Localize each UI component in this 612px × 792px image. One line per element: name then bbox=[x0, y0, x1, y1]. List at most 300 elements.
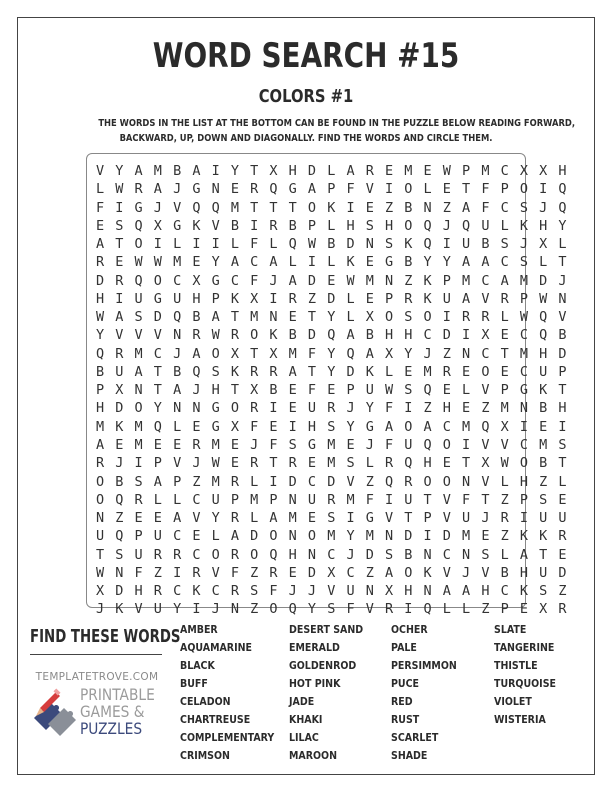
grid-letter[interactable]: Z bbox=[481, 601, 490, 618]
grid-letter[interactable]: I bbox=[134, 455, 143, 472]
grid-letter[interactable]: G bbox=[519, 382, 528, 399]
grid-letter[interactable]: L bbox=[153, 491, 162, 508]
grid-letter[interactable]: T bbox=[115, 236, 124, 253]
grid-letter[interactable]: U bbox=[462, 510, 471, 527]
grid-letter[interactable]: A bbox=[153, 473, 162, 490]
grid-letter[interactable]: E bbox=[288, 564, 297, 581]
grid-letter[interactable]: K bbox=[519, 583, 528, 600]
grid-letter[interactable]: A bbox=[153, 181, 162, 198]
grid-letter[interactable]: M bbox=[230, 199, 239, 216]
grid-letter[interactable]: A bbox=[211, 309, 220, 326]
grid-letter[interactable]: M bbox=[327, 528, 336, 545]
grid-letter[interactable]: U bbox=[462, 236, 471, 253]
grid-letter[interactable]: O bbox=[423, 309, 432, 326]
grid-letter[interactable]: O bbox=[423, 473, 432, 490]
grid-letter[interactable]: E bbox=[442, 382, 451, 399]
grid-letter[interactable]: X bbox=[539, 236, 548, 253]
grid-letter[interactable]: T bbox=[539, 546, 548, 563]
grid-letter[interactable]: J bbox=[173, 181, 182, 198]
grid-letter[interactable]: D bbox=[153, 309, 162, 326]
grid-letter[interactable]: L bbox=[327, 217, 336, 234]
grid-letter[interactable]: Z bbox=[365, 473, 374, 490]
grid-letter[interactable]: X bbox=[250, 290, 259, 307]
grid-letter[interactable]: K bbox=[519, 217, 528, 234]
grid-letter[interactable]: I bbox=[462, 436, 471, 453]
grid-letter[interactable]: O bbox=[134, 400, 143, 417]
grid-letter[interactable]: O bbox=[404, 181, 413, 198]
grid-letter[interactable]: B bbox=[539, 455, 548, 472]
grid-letter[interactable]: T bbox=[250, 163, 259, 179]
grid-letter[interactable]: O bbox=[134, 236, 143, 253]
grid-letter[interactable]: L bbox=[269, 236, 278, 253]
grid-letter[interactable]: O bbox=[96, 473, 105, 490]
grid-letter[interactable]: Y bbox=[230, 163, 239, 179]
grid-letter[interactable]: J bbox=[307, 583, 317, 600]
grid-letter[interactable]: G bbox=[173, 217, 182, 234]
grid-letter[interactable]: Q bbox=[288, 236, 297, 253]
grid-letter[interactable]: Q bbox=[539, 327, 548, 344]
grid-letter[interactable]: R bbox=[384, 601, 394, 618]
grid-letter[interactable]: I bbox=[269, 400, 278, 417]
grid-letter[interactable]: R bbox=[230, 327, 239, 344]
grid-letter[interactable]: D bbox=[307, 163, 317, 179]
grid-letter[interactable]: I bbox=[442, 236, 451, 253]
grid-letter[interactable]: H bbox=[192, 290, 201, 307]
grid-letter[interactable]: E bbox=[173, 436, 182, 453]
grid-letter[interactable]: Q bbox=[327, 327, 336, 344]
grid-letter[interactable]: I bbox=[346, 510, 355, 527]
grid-letter[interactable]: E bbox=[192, 254, 201, 271]
grid-letter[interactable]: I bbox=[269, 290, 278, 307]
grid-letter[interactable]: U bbox=[442, 290, 451, 307]
grid-letter[interactable]: Z bbox=[153, 564, 162, 581]
grid-letter[interactable]: G bbox=[153, 290, 162, 307]
grid-letter[interactable]: E bbox=[96, 217, 105, 234]
grid-letter[interactable]: L bbox=[346, 290, 355, 307]
grid-letter[interactable]: Y bbox=[442, 254, 451, 271]
grid-letter[interactable]: E bbox=[327, 272, 336, 289]
grid-letter[interactable]: R bbox=[134, 181, 143, 198]
grid-letter[interactable]: E bbox=[442, 181, 451, 198]
grid-letter[interactable]: K bbox=[404, 236, 413, 253]
grid-letter[interactable]: D bbox=[558, 564, 567, 581]
grid-letter[interactable]: S bbox=[250, 583, 259, 600]
grid-letter[interactable]: M bbox=[519, 272, 528, 289]
grid-letter[interactable]: G bbox=[384, 254, 394, 271]
grid-letter[interactable]: P bbox=[423, 510, 432, 527]
grid-letter[interactable]: U bbox=[307, 400, 317, 417]
grid-letter[interactable]: I bbox=[211, 163, 220, 179]
grid-letter[interactable]: L bbox=[173, 236, 182, 253]
grid-letter[interactable]: M bbox=[462, 272, 471, 289]
grid-letter[interactable]: X bbox=[269, 163, 278, 179]
grid-letter[interactable]: S bbox=[327, 510, 336, 527]
grid-letter[interactable]: R bbox=[327, 400, 336, 417]
grid-letter[interactable]: M bbox=[134, 418, 143, 435]
grid-letter[interactable]: Y bbox=[211, 254, 220, 271]
grid-letter[interactable]: L bbox=[384, 363, 394, 380]
grid-letter[interactable]: D bbox=[558, 345, 567, 362]
grid-letter[interactable]: S bbox=[539, 491, 548, 508]
grid-letter[interactable]: S bbox=[481, 546, 490, 563]
grid-letter[interactable]: A bbox=[173, 510, 182, 527]
grid-letter[interactable]: N bbox=[192, 400, 201, 417]
grid-letter[interactable]: Q bbox=[96, 345, 105, 362]
grid-letter[interactable]: E bbox=[288, 400, 297, 417]
grid-letter[interactable]: X bbox=[327, 564, 336, 581]
grid-letter[interactable]: Z bbox=[384, 199, 394, 216]
grid-letter[interactable]: R bbox=[250, 181, 259, 198]
grid-letter[interactable]: R bbox=[269, 564, 278, 581]
grid-letter[interactable]: X bbox=[539, 163, 548, 179]
grid-letter[interactable]: Z bbox=[423, 400, 432, 417]
grid-letter[interactable]: P bbox=[462, 163, 471, 179]
grid-letter[interactable]: X bbox=[250, 382, 259, 399]
grid-letter[interactable]: R bbox=[250, 363, 259, 380]
grid-letter[interactable]: T bbox=[307, 309, 317, 326]
grid-letter[interactable]: M bbox=[96, 418, 105, 435]
grid-letter[interactable]: M bbox=[250, 309, 259, 326]
grid-letter[interactable]: V bbox=[192, 510, 201, 527]
grid-letter[interactable]: R bbox=[192, 564, 201, 581]
grid-letter[interactable]: P bbox=[346, 382, 355, 399]
grid-letter[interactable]: E bbox=[134, 510, 143, 527]
grid-letter[interactable]: B bbox=[288, 327, 297, 344]
grid-letter[interactable]: N bbox=[211, 181, 220, 198]
grid-letter[interactable]: H bbox=[288, 546, 297, 563]
grid-letter[interactable]: H bbox=[404, 583, 413, 600]
grid-letter[interactable]: Y bbox=[96, 327, 105, 344]
grid-letter[interactable]: K bbox=[423, 290, 432, 307]
grid-letter[interactable]: I bbox=[384, 181, 394, 198]
grid-letter[interactable]: H bbox=[288, 163, 297, 179]
grid-letter[interactable]: E bbox=[462, 400, 471, 417]
grid-letter[interactable]: T bbox=[230, 309, 239, 326]
grid-letter[interactable]: R bbox=[288, 455, 297, 472]
grid-letter[interactable]: A bbox=[230, 528, 239, 545]
grid-letter[interactable]: V bbox=[211, 564, 220, 581]
grid-letter[interactable]: X bbox=[96, 583, 105, 600]
grid-letter[interactable]: C bbox=[192, 546, 201, 563]
grid-letter[interactable]: Y bbox=[327, 345, 336, 362]
grid-letter[interactable]: O bbox=[442, 473, 451, 490]
grid-letter[interactable]: T bbox=[462, 455, 471, 472]
grid-letter[interactable]: M bbox=[211, 473, 220, 490]
grid-letter[interactable]: U bbox=[153, 601, 162, 618]
grid-letter[interactable]: W bbox=[500, 455, 509, 472]
grid-letter[interactable]: F bbox=[384, 400, 394, 417]
grid-letter[interactable]: Z bbox=[481, 400, 490, 417]
grid-letter[interactable]: I bbox=[404, 400, 413, 417]
grid-letter[interactable]: F bbox=[96, 199, 105, 216]
grid-letter[interactable]: E bbox=[481, 528, 490, 545]
grid-letter[interactable]: J bbox=[192, 382, 201, 399]
grid-letter[interactable]: C bbox=[307, 473, 317, 490]
grid-letter[interactable]: S bbox=[404, 382, 413, 399]
grid-letter[interactable]: H bbox=[519, 473, 528, 490]
grid-letter[interactable]: E bbox=[327, 382, 336, 399]
grid-letter[interactable]: S bbox=[384, 546, 394, 563]
grid-letter[interactable]: Q bbox=[134, 272, 143, 289]
grid-letter[interactable]: E bbox=[346, 436, 355, 453]
grid-letter[interactable]: P bbox=[134, 528, 143, 545]
grid-letter[interactable]: E bbox=[365, 254, 374, 271]
grid-letter[interactable]: W bbox=[211, 455, 220, 472]
grid-letter[interactable]: M bbox=[539, 436, 548, 453]
grid-letter[interactable]: F bbox=[250, 236, 259, 253]
grid-letter[interactable]: J bbox=[96, 601, 105, 618]
grid-letter[interactable]: T bbox=[230, 382, 239, 399]
grid-letter[interactable]: P bbox=[211, 290, 220, 307]
grid-letter[interactable]: V bbox=[327, 583, 336, 600]
grid-letter[interactable]: U bbox=[173, 290, 182, 307]
grid-letter[interactable]: V bbox=[96, 163, 105, 179]
grid-letter[interactable]: X bbox=[500, 418, 509, 435]
grid-letter[interactable]: A bbox=[462, 583, 471, 600]
grid-letter[interactable]: C bbox=[481, 345, 490, 362]
grid-letter[interactable]: E bbox=[115, 436, 124, 453]
grid-letter[interactable]: C bbox=[173, 272, 182, 289]
grid-letter[interactable]: A bbox=[384, 564, 394, 581]
grid-letter[interactable]: P bbox=[500, 601, 509, 618]
grid-letter[interactable]: X bbox=[230, 418, 239, 435]
grid-letter[interactable]: R bbox=[558, 528, 567, 545]
grid-letter[interactable]: F bbox=[250, 418, 259, 435]
grid-letter[interactable]: T bbox=[423, 491, 432, 508]
grid-letter[interactable]: C bbox=[500, 254, 509, 271]
grid-letter[interactable]: A bbox=[96, 436, 105, 453]
grid-letter[interactable]: X bbox=[539, 601, 548, 618]
grid-letter[interactable]: J bbox=[481, 510, 490, 527]
grid-letter[interactable]: Z bbox=[365, 564, 374, 581]
grid-letter[interactable]: G bbox=[134, 199, 143, 216]
grid-letter[interactable]: H bbox=[96, 400, 105, 417]
grid-letter[interactable]: X bbox=[192, 272, 201, 289]
grid-letter[interactable]: Q bbox=[192, 363, 201, 380]
grid-letter[interactable]: I bbox=[423, 528, 432, 545]
grid-letter[interactable]: K bbox=[539, 382, 548, 399]
grid-letter[interactable]: E bbox=[519, 601, 528, 618]
grid-letter[interactable]: H bbox=[307, 418, 317, 435]
grid-letter[interactable]: D bbox=[442, 327, 451, 344]
grid-letter[interactable]: R bbox=[384, 455, 394, 472]
grid-letter[interactable]: M bbox=[153, 163, 162, 179]
grid-letter[interactable]: O bbox=[404, 564, 413, 581]
grid-letter[interactable]: C bbox=[519, 436, 528, 453]
grid-letter[interactable]: D bbox=[365, 546, 374, 563]
grid-letter[interactable]: A bbox=[365, 345, 374, 362]
grid-letter[interactable]: L bbox=[250, 473, 259, 490]
grid-letter[interactable]: P bbox=[327, 181, 336, 198]
grid-letter[interactable]: B bbox=[500, 564, 509, 581]
grid-letter[interactable]: D bbox=[307, 272, 317, 289]
grid-letter[interactable]: I bbox=[384, 491, 394, 508]
grid-letter[interactable]: X bbox=[481, 327, 490, 344]
grid-letter[interactable]: I bbox=[211, 236, 220, 253]
grid-letter[interactable]: U bbox=[539, 363, 548, 380]
grid-letter[interactable]: X bbox=[519, 163, 528, 179]
grid-letter[interactable]: V bbox=[153, 327, 162, 344]
grid-letter[interactable]: W bbox=[96, 564, 105, 581]
grid-letter[interactable]: U bbox=[211, 491, 220, 508]
grid-letter[interactable]: O bbox=[307, 528, 317, 545]
grid-letter[interactable]: E bbox=[558, 491, 567, 508]
grid-letter[interactable]: F bbox=[365, 491, 374, 508]
grid-letter[interactable]: Q bbox=[153, 418, 162, 435]
grid-letter[interactable]: G bbox=[307, 436, 317, 453]
grid-letter[interactable]: J bbox=[269, 272, 278, 289]
grid-letter[interactable]: F bbox=[269, 583, 278, 600]
grid-letter[interactable]: I bbox=[558, 418, 567, 435]
grid-letter[interactable]: E bbox=[192, 418, 201, 435]
grid-letter[interactable]: I bbox=[115, 290, 124, 307]
grid-letter[interactable]: T bbox=[250, 199, 259, 216]
grid-letter[interactable]: W bbox=[384, 382, 394, 399]
grid-letter[interactable]: E bbox=[558, 546, 567, 563]
grid-letter[interactable]: A bbox=[192, 345, 201, 362]
grid-letter[interactable]: J bbox=[173, 345, 182, 362]
grid-letter[interactable]: Y bbox=[327, 309, 336, 326]
grid-letter[interactable]: R bbox=[230, 473, 239, 490]
grid-letter[interactable]: L bbox=[500, 309, 509, 326]
grid-letter[interactable]: R bbox=[173, 546, 182, 563]
grid-letter[interactable]: T bbox=[307, 363, 317, 380]
grid-letter[interactable]: V bbox=[442, 564, 451, 581]
grid-letter[interactable]: M bbox=[327, 436, 336, 453]
grid-letter[interactable]: I bbox=[519, 510, 528, 527]
grid-letter[interactable]: L bbox=[173, 491, 182, 508]
grid-letter[interactable]: A bbox=[134, 363, 143, 380]
grid-letter[interactable]: C bbox=[481, 272, 490, 289]
grid-letter[interactable]: S bbox=[134, 473, 143, 490]
grid-letter[interactable]: W bbox=[519, 309, 528, 326]
grid-letter[interactable]: E bbox=[404, 363, 413, 380]
grid-letter[interactable]: P bbox=[307, 217, 317, 234]
grid-letter[interactable]: U bbox=[558, 510, 567, 527]
grid-letter[interactable]: G bbox=[365, 510, 374, 527]
grid-letter[interactable]: N bbox=[365, 236, 374, 253]
grid-letter[interactable]: E bbox=[365, 290, 374, 307]
grid-letter[interactable]: Z bbox=[442, 345, 451, 362]
grid-letter[interactable]: E bbox=[384, 163, 394, 179]
grid-letter[interactable]: N bbox=[519, 400, 528, 417]
grid-letter[interactable]: Q bbox=[423, 601, 432, 618]
grid-letter[interactable]: B bbox=[288, 217, 297, 234]
grid-letter[interactable]: K bbox=[539, 528, 548, 545]
grid-letter[interactable]: S bbox=[404, 309, 413, 326]
grid-letter[interactable]: V bbox=[384, 510, 394, 527]
grid-letter[interactable]: K bbox=[230, 363, 239, 380]
grid-letter[interactable]: Y bbox=[346, 418, 355, 435]
grid-letter[interactable]: B bbox=[173, 363, 182, 380]
grid-letter[interactable]: A bbox=[462, 199, 471, 216]
grid-letter[interactable]: C bbox=[519, 363, 528, 380]
grid-letter[interactable]: O bbox=[96, 491, 105, 508]
grid-letter[interactable]: V bbox=[500, 436, 509, 453]
grid-letter[interactable]: V bbox=[481, 473, 490, 490]
grid-letter[interactable]: E bbox=[307, 455, 317, 472]
grid-letter[interactable]: N bbox=[365, 583, 374, 600]
grid-letter[interactable]: L bbox=[442, 601, 451, 618]
grid-letter[interactable]: I bbox=[269, 473, 278, 490]
grid-letter[interactable]: Y bbox=[327, 363, 336, 380]
grid-letter[interactable]: N bbox=[384, 272, 394, 289]
grid-letter[interactable]: Z bbox=[307, 290, 317, 307]
grid-letter[interactable]: K bbox=[423, 272, 432, 289]
grid-letter[interactable]: C bbox=[346, 564, 355, 581]
grid-letter[interactable]: V bbox=[346, 473, 355, 490]
grid-letter[interactable]: M bbox=[211, 436, 220, 453]
grid-letter[interactable]: C bbox=[423, 327, 432, 344]
grid-letter[interactable]: L bbox=[288, 254, 297, 271]
grid-letter[interactable]: R bbox=[462, 309, 471, 326]
grid-letter[interactable]: L bbox=[96, 181, 105, 198]
grid-letter[interactable]: N bbox=[558, 290, 567, 307]
grid-letter[interactable]: L bbox=[423, 181, 432, 198]
grid-letter[interactable]: V bbox=[211, 217, 220, 234]
grid-letter[interactable]: V bbox=[173, 455, 182, 472]
grid-letter[interactable]: U bbox=[153, 528, 162, 545]
grid-letter[interactable]: H bbox=[384, 327, 394, 344]
grid-letter[interactable]: Q bbox=[423, 436, 432, 453]
grid-letter[interactable]: S bbox=[365, 217, 374, 234]
grid-letter[interactable]: L bbox=[462, 382, 471, 399]
grid-letter[interactable]: M bbox=[288, 345, 297, 362]
grid-letter[interactable]: E bbox=[288, 382, 297, 399]
grid-letter[interactable]: C bbox=[250, 254, 259, 271]
grid-letter[interactable]: B bbox=[115, 473, 124, 490]
grid-letter[interactable]: C bbox=[500, 199, 509, 216]
grid-letter[interactable]: Y bbox=[153, 400, 162, 417]
grid-letter[interactable]: M bbox=[500, 400, 509, 417]
grid-letter[interactable]: N bbox=[173, 400, 182, 417]
grid-letter[interactable]: X bbox=[384, 345, 394, 362]
grid-letter[interactable]: Y bbox=[423, 254, 432, 271]
grid-letter[interactable]: R bbox=[192, 327, 201, 344]
grid-letter[interactable]: B bbox=[365, 327, 374, 344]
grid-letter[interactable]: I bbox=[192, 236, 201, 253]
grid-letter[interactable]: G bbox=[211, 418, 220, 435]
grid-letter[interactable]: O bbox=[307, 199, 317, 216]
grid-letter[interactable]: D bbox=[442, 528, 451, 545]
grid-letter[interactable]: W bbox=[134, 254, 143, 271]
grid-letter[interactable]: A bbox=[519, 546, 528, 563]
grid-letter[interactable]: C bbox=[153, 345, 162, 362]
grid-letter[interactable]: S bbox=[115, 546, 124, 563]
grid-letter[interactable]: N bbox=[230, 601, 239, 618]
grid-letter[interactable]: N bbox=[288, 491, 297, 508]
grid-letter[interactable]: R bbox=[96, 254, 105, 271]
grid-letter[interactable]: Z bbox=[192, 473, 201, 490]
grid-letter[interactable]: Y bbox=[115, 163, 124, 179]
grid-letter[interactable]: W bbox=[539, 290, 548, 307]
grid-letter[interactable]: E bbox=[192, 528, 201, 545]
grid-letter[interactable]: Q bbox=[269, 181, 278, 198]
grid-letter[interactable]: S bbox=[115, 217, 124, 234]
grid-letter[interactable]: S bbox=[211, 363, 220, 380]
grid-letter[interactable]: I bbox=[192, 601, 201, 618]
grid-letter[interactable]: A bbox=[442, 583, 451, 600]
grid-letter[interactable]: D bbox=[307, 564, 317, 581]
grid-letter[interactable]: P bbox=[230, 491, 239, 508]
grid-letter[interactable]: J bbox=[423, 345, 432, 362]
grid-letter[interactable]: J bbox=[519, 236, 528, 253]
grid-letter[interactable]: V bbox=[365, 181, 374, 198]
grid-letter[interactable]: A bbox=[96, 236, 105, 253]
grid-letter[interactable]: C bbox=[173, 583, 182, 600]
grid-letter[interactable]: E bbox=[230, 181, 239, 198]
grid-letter[interactable]: Z bbox=[442, 199, 451, 216]
